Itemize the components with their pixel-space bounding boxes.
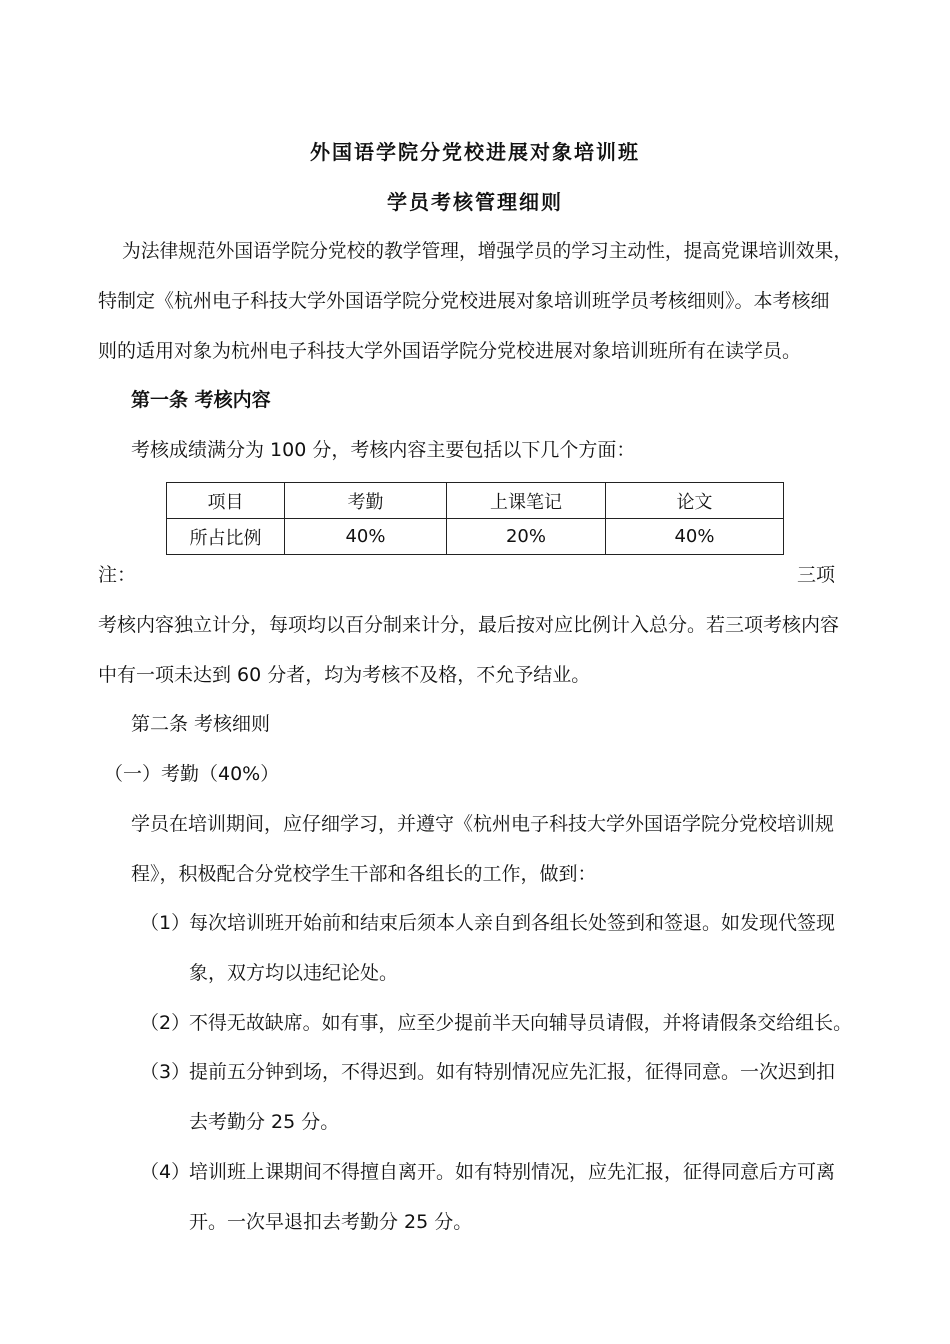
rule-text-line2: 去考勤分 25 分。 <box>189 1111 340 1133</box>
table-cell: 20% <box>447 519 606 555</box>
rule-text-line1: 不得无故缺席。如有事，应至少提前半天向辅导员请假，并将请假条交给组长。 <box>189 1012 853 1034</box>
table-cell: 项目 <box>167 483 285 519</box>
rule-number: （4） <box>140 1161 191 1183</box>
table-cell: 40% <box>606 519 784 555</box>
rule-text-line1: 每次培训班开始前和结束后须本人亲自到各组长处签到和签退。如发现代签现 <box>189 912 836 934</box>
table-cell: 所占比例 <box>167 519 285 555</box>
doc-title-line2: 学员考核管理细则 <box>387 190 563 214</box>
table-row <box>167 483 784 519</box>
rule-number: （3） <box>140 1061 191 1083</box>
attendance-para-line-2: 程》，积极配合分党校学生干部和各组长的工作，做到： <box>131 863 597 885</box>
intro-line-1: 为法律规范外国语学院分党校的教学管理，增强学员的学习主动性，提高党课培训效果， <box>122 240 853 262</box>
article2-heading: 第二条 考核细则 <box>131 713 271 735</box>
note-tail: 三项 <box>797 564 836 586</box>
table-cell: 论文 <box>606 483 784 519</box>
note-line-2: 中有一项未达到 60 分者，均为考核不及格，不允予结业。 <box>98 664 591 686</box>
score-weight-table <box>166 482 784 555</box>
doc-title-line1: 外国语学院分党校进展对象培训班 <box>310 140 640 164</box>
table-row <box>167 519 784 555</box>
attendance-para-line-1: 学员在培训期间，应仔细学习，并遵守《杭州电子科技大学外国语学院分党校培训规 <box>131 813 835 835</box>
table-cell: 上课笔记 <box>447 483 606 519</box>
rule-text-line2: 开。一次早退扣去考勤分 25 分。 <box>189 1211 473 1233</box>
article1-heading: 第一条 考核内容 <box>131 389 271 411</box>
rule-text-line1: 培训班上课期间不得擅自离开。如有特别情况，应先汇报，征得同意后方可离 <box>189 1161 836 1183</box>
rule-text-line2: 象，双方均以违纪论处。 <box>189 962 399 984</box>
intro-line-2: 特制定《杭州电子科技大学外国语学院分党校进展对象培训班学员考核细则》。本考核细 <box>98 290 830 312</box>
table-cell: 40% <box>285 519 447 555</box>
rule-number: （2） <box>140 1012 191 1034</box>
rule-number: （1） <box>140 912 191 934</box>
rule-text-line1: 提前五分钟到场，不得迟到。如有特别情况应先汇报，征得同意。一次迟到扣 <box>189 1061 836 1083</box>
intro-line-3: 则的适用对象为杭州电子科技大学外国语学院分党校进展对象培训班所有在读学员。 <box>98 340 802 362</box>
section-attendance-heading: （一）考勤（40%） <box>104 763 280 785</box>
article1-lead: 考核成绩满分为 100 分，考核内容主要包括以下几个方面： <box>131 439 636 461</box>
note-line-1: 考核内容独立计分，每项均以百分制来计分，最后按对应比例计入总分。若三项考核内容 <box>98 614 840 636</box>
table-cell: 考勤 <box>285 483 447 519</box>
note-label: 注： <box>98 564 137 586</box>
